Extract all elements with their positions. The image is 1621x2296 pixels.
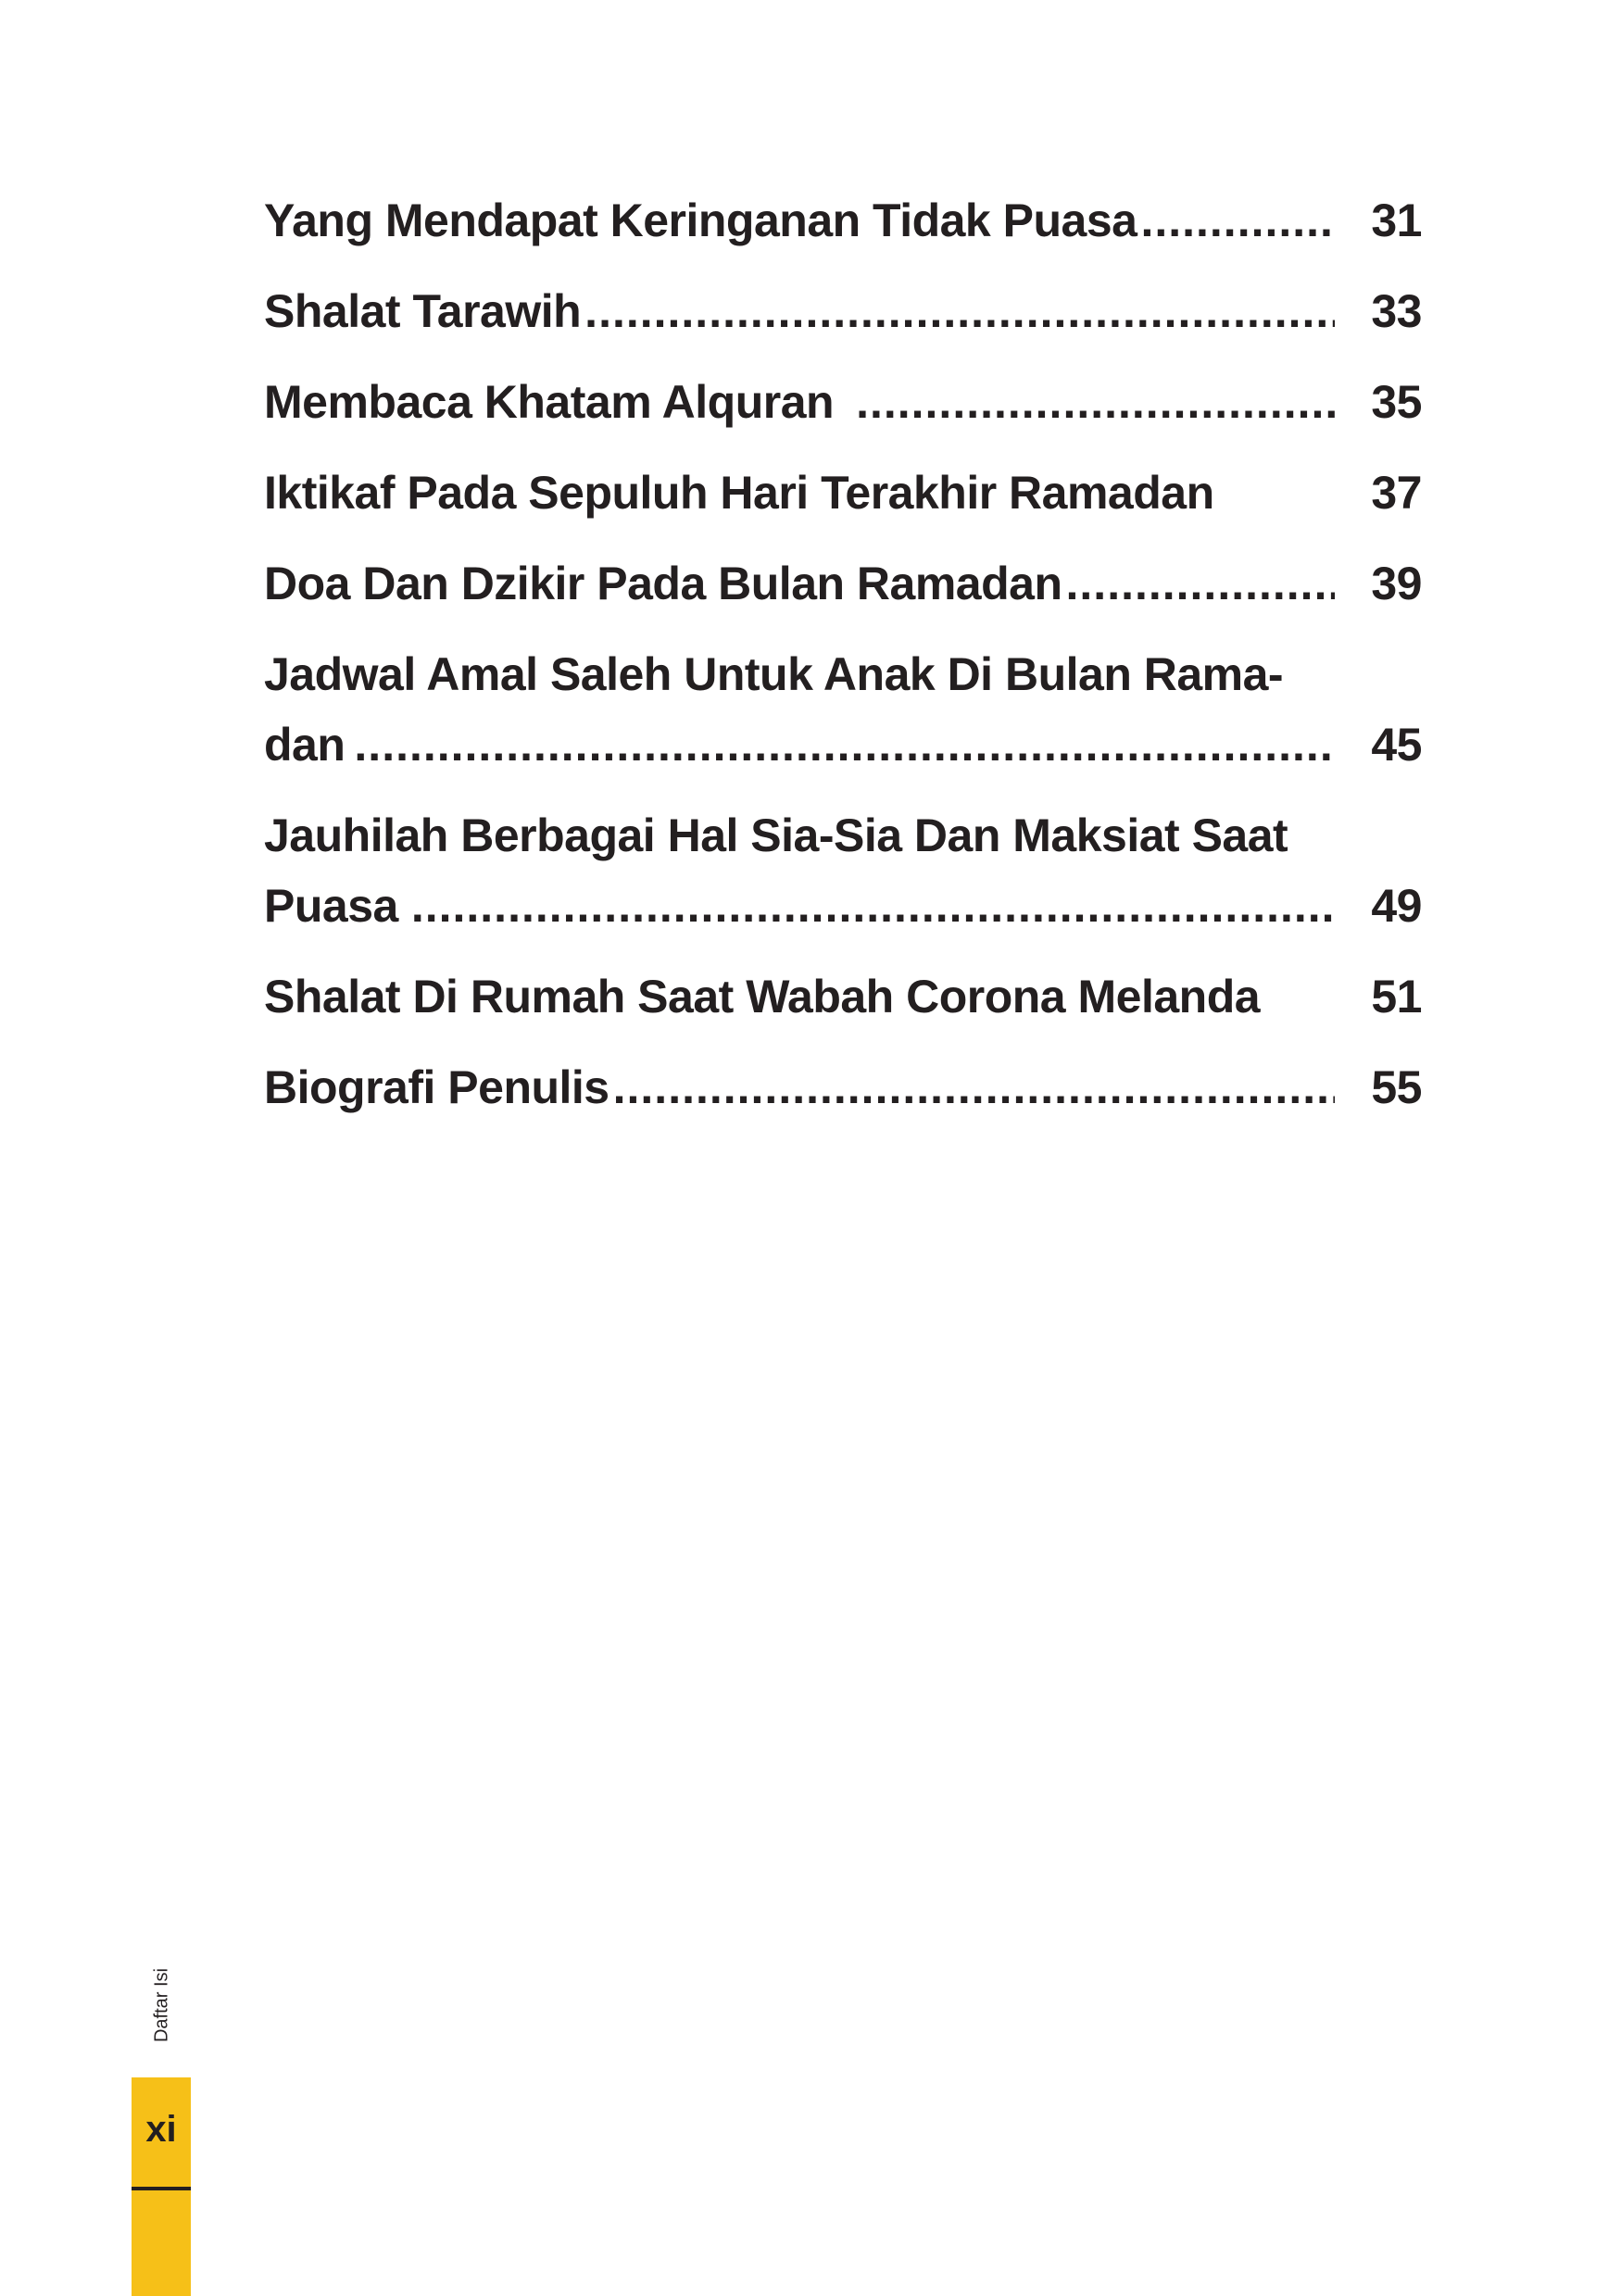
toc-entry-page: 55 (1371, 1061, 1422, 1113)
toc-entry-title-line2: dan (264, 719, 346, 771)
toc-entry[interactable] (264, 276, 1422, 346)
dot-leader (1140, 185, 1335, 256)
toc-entry-page: 49 (1371, 880, 1422, 932)
section-label (144, 1954, 181, 2056)
toc-entry-page: 31 (1371, 194, 1422, 246)
toc-entry[interactable] (264, 367, 1422, 437)
toc-entry-title: Shalat Tarawih (264, 285, 582, 337)
toc-entry-page: 45 (1371, 719, 1422, 771)
toc-entry[interactable] (264, 961, 1422, 1032)
toc-entry[interactable] (264, 1052, 1422, 1123)
toc-entry[interactable] (264, 639, 1422, 780)
toc-entry[interactable] (264, 458, 1422, 528)
toc-entry-title: Yang Mendapat Keringanan Tidak Puasa (264, 194, 1137, 246)
dot-leader (584, 276, 1335, 346)
toc-entry-title-line1: Jadwal Amal Saleh Untuk Anak Di Bulan Rama- (264, 648, 1284, 700)
toc-entry-title: Biografi Penulis (264, 1061, 609, 1113)
page-number: xi (145, 2109, 177, 2150)
dot-leader (411, 871, 1335, 941)
toc-entry-page: 33 (1371, 285, 1422, 337)
page-number-tab (132, 2077, 191, 2296)
page-number-rule (132, 2187, 191, 2190)
toc-entry[interactable] (264, 800, 1422, 941)
toc-entry-title: Iktikaf Pada Sepuluh Hari Terakhir Ramadan (264, 467, 1214, 519)
section-label-text: Daftar Isi (151, 1967, 172, 2043)
toc-entry-page: 39 (1371, 558, 1422, 609)
toc-entry-title-line2: Puasa (264, 880, 398, 932)
toc-entry-title: Shalat Di Rumah Saat Wabah Corona Melanda (264, 971, 1261, 1023)
toc-entry-title-line1: Jauhilah Berbagai Hal Sia-Sia Dan Maksiat Saat (264, 809, 1288, 861)
toc-entry-title: Membaca Khatam Alquran (264, 376, 835, 428)
toc-entry[interactable] (264, 548, 1422, 619)
toc-entry-page: 35 (1371, 376, 1422, 428)
toc-entry-page: 51 (1371, 971, 1422, 1023)
dot-leader (354, 709, 1335, 780)
table-of-contents (264, 185, 1422, 1143)
dot-leader (856, 367, 1335, 437)
toc-entry-page: 37 (1371, 467, 1422, 519)
toc-entry[interactable] (264, 185, 1422, 256)
dot-leader (1066, 548, 1335, 619)
toc-entry-title: Doa Dan Dzikir Pada Bulan Ramadan (264, 558, 1062, 609)
dot-leader (613, 1052, 1335, 1123)
